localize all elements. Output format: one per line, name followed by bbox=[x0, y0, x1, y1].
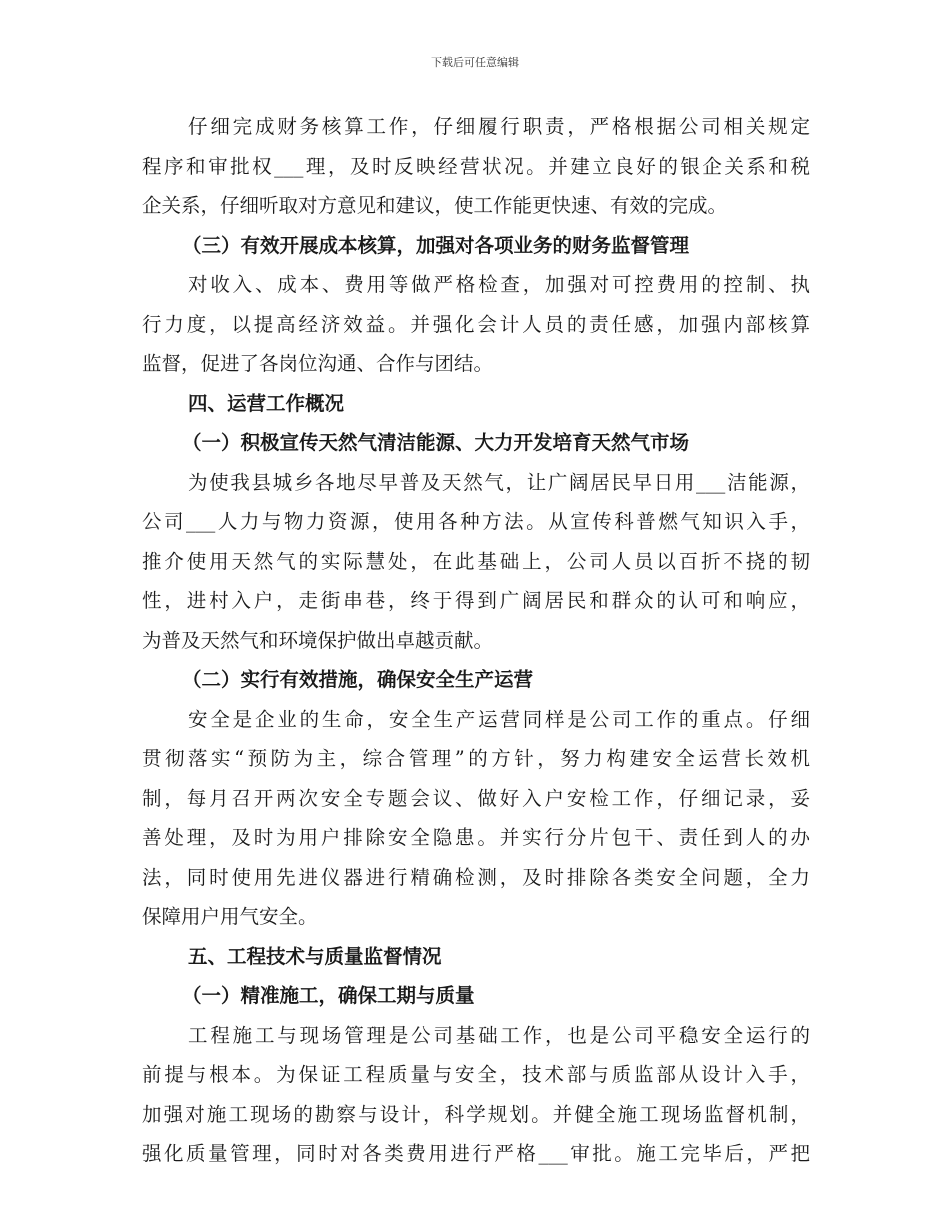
text-line: 加强对施工现场的勘察与设计，科学规划。并健全施工现场监督机制， bbox=[142, 1102, 810, 1126]
text-line: 对收入、成本、费用等做严格检查，加强对可控费用的控制、执 bbox=[188, 273, 810, 296]
text-line: 行力度，以提高经济效益。并强化会计人员的责任感，加强内部核算 bbox=[142, 312, 810, 336]
text-line: 强化质量管理，同时对各类费用进行严格___审批。施工完毕后，严把 bbox=[142, 1142, 810, 1165]
section-subheading: （一）精准施工，确保工期与质量 bbox=[182, 984, 475, 1007]
section-subheading: （三）有效开展成本核算，加强对各项业务的财务监督管理 bbox=[182, 233, 690, 257]
text-line: 善处理，及时为用户排除安全隐患。并实行分片包干、责任到人的办 bbox=[142, 826, 810, 849]
text-line: 为使我县城乡各地尽早普及天然气，让广阔居民早日用___洁能源， bbox=[188, 470, 810, 494]
text-line: 安全是企业的生命，安全生产运营同样是公司工作的重点。仔细 bbox=[188, 707, 810, 731]
text-line: 程序和审批权___理，及时反映经营状况。并建立良好的银企关系和税 bbox=[142, 154, 810, 178]
section-subheading: （一）积极宣传天然气清洁能源、大力开发培育天然气市场 bbox=[182, 431, 690, 454]
text-line: 前提与根本。为保证工程质量与安全，技术部与质监部从设计入手， bbox=[142, 1063, 810, 1086]
text-line: 推介使用天然气的实际慧处，在此基础上，公司人员以百折不挠的韧 bbox=[142, 549, 810, 573]
text-line: 制，每月召开两次安全专题会议、做好入户安检工作，仔细记录，妥 bbox=[142, 786, 810, 810]
text-line: 贯彻落实“预防为主，综合管理”的方针，努力构建安全运营长效机 bbox=[142, 747, 810, 770]
text-line: 公司___人力与物力资源，使用各种方法。从宣传科普燃气知识入手， bbox=[142, 510, 810, 533]
text-line: 企关系，仔细听取对方意见和建议，使工作能更快速、有效的完成。 bbox=[142, 194, 728, 217]
page-header: 下载后可任意编辑 bbox=[431, 56, 519, 69]
text-line: 工程施工与现场管理是公司基础工作，也是公司平稳安全运行的 bbox=[188, 1023, 810, 1047]
text-line: 性，进村入户，走街串巷，终于得到广阔居民和群众的认可和响应， bbox=[142, 589, 810, 612]
section-heading: 五、工程技术与质量监督情况 bbox=[188, 944, 442, 968]
text-line: 仔细完成财务核算工作，仔细履行职责，严格根据公司相关规定 bbox=[188, 115, 810, 138]
text-line: 保障用户用气安全。 bbox=[142, 905, 318, 928]
text-line: 法，同时使用先进仪器进行精确检测，及时排除各类安全问题，全力 bbox=[142, 865, 810, 889]
text-line: 为普及天然气和环境保护做出卓越贡献。 bbox=[142, 628, 494, 652]
section-subheading: （二）实行有效措施，确保安全生产运营 bbox=[182, 668, 534, 691]
text-line: 监督，促进了各岗位沟通、合作与团结。 bbox=[142, 352, 494, 375]
section-heading: 四、运营工作概况 bbox=[188, 391, 345, 415]
document-body bbox=[142, 107, 810, 1174]
